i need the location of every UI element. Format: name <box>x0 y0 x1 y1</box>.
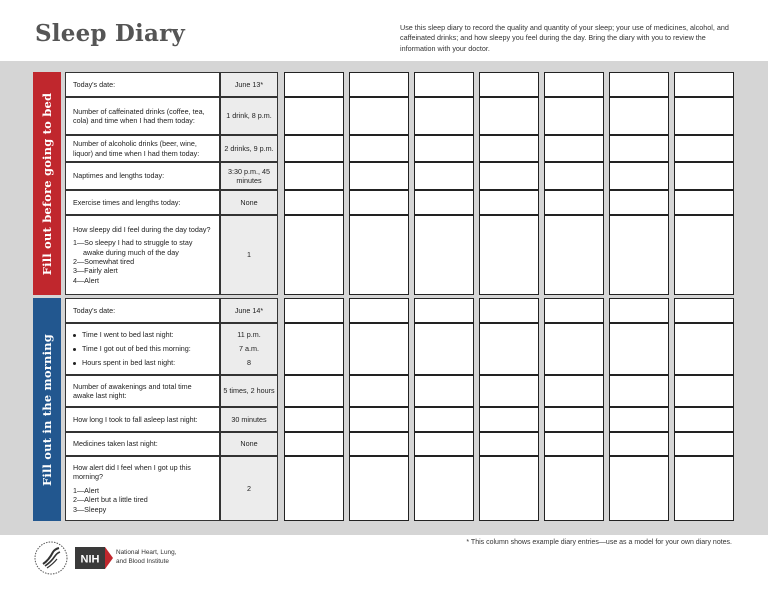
diary-entry-cell[interactable] <box>284 97 344 135</box>
nih-logo-icon <box>75 547 113 569</box>
row-label <box>65 215 220 295</box>
diary-entry-cell[interactable] <box>414 298 474 323</box>
scale-option: 4—Alert <box>73 275 99 285</box>
footnote: * This column shows example diary entries—use as a model for your own diary notes. <box>466 539 732 546</box>
diary-entry-cell[interactable] <box>609 456 669 521</box>
diary-entry-cell[interactable] <box>609 72 669 97</box>
row-label: Today's date: <box>65 298 220 323</box>
diary-entry-cell[interactable] <box>414 375 474 407</box>
nih-mark: NIH <box>80 553 100 566</box>
diary-entry-cell[interactable] <box>414 135 474 162</box>
diary-entry-cell[interactable] <box>544 323 604 375</box>
table-row <box>65 456 734 521</box>
diary-entry-cell[interactable] <box>479 190 539 215</box>
scale-option: 1—Alert <box>73 485 99 495</box>
row-label: Exercise times and lengths today: <box>65 190 220 215</box>
row-label <box>65 323 220 375</box>
diary-entry-cell[interactable] <box>609 375 669 407</box>
table-row <box>65 298 734 323</box>
diary-entry-cell[interactable] <box>674 72 734 97</box>
bed-diary-table <box>65 72 734 295</box>
diary-entry-cell[interactable] <box>414 162 474 190</box>
diary-entry-cell[interactable] <box>609 190 669 215</box>
scale-question: How sleepy did I feel during the day today? <box>73 224 211 234</box>
diary-entry-cell[interactable] <box>674 190 734 215</box>
example-entry: None <box>220 432 278 456</box>
diary-entry-cell[interactable] <box>674 456 734 521</box>
diary-entry-cell[interactable] <box>349 432 409 456</box>
diary-entry-cell[interactable] <box>674 97 734 135</box>
example-entry: 30 minutes <box>220 407 278 432</box>
section-label-bed: Fill out before going to bed <box>33 72 61 295</box>
diary-entry-cell[interactable] <box>414 407 474 432</box>
diary-entry-cell[interactable] <box>349 162 409 190</box>
diary-entry-cell[interactable] <box>349 135 409 162</box>
table-row <box>65 72 734 97</box>
scale-option: 2—Alert but a little tired <box>73 495 148 505</box>
institute-name: National Heart, Lung, and Blood Institute <box>116 549 177 565</box>
diary-entry-cell[interactable] <box>284 407 344 432</box>
bullet-item: Time I went to bed last night: <box>73 328 212 342</box>
diary-entry-cell[interactable] <box>544 375 604 407</box>
diary-entry-cell[interactable] <box>284 323 344 375</box>
example-entry: 3:30 p.m., 45 minutes <box>220 162 278 190</box>
diary-entry-cell[interactable] <box>349 215 409 295</box>
scale-option: 2—Somewhat tired <box>73 257 135 266</box>
page-title: Sleep Diary <box>35 20 185 47</box>
table-row <box>65 432 734 456</box>
example-entry: 5 times, 2 hours <box>220 375 278 407</box>
diary-entry-cell[interactable] <box>609 215 669 295</box>
diary-entry-cell[interactable] <box>349 190 409 215</box>
row-label: Number of caffeinated drinks (coffee, tea, cola) and time when I had them today: <box>65 97 220 135</box>
diary-entry-cell[interactable] <box>479 298 539 323</box>
diary-entry-cell[interactable] <box>349 375 409 407</box>
diary-entry-cell[interactable] <box>284 375 344 407</box>
section-label-morning: Fill out in the morning <box>33 298 61 521</box>
diary-entry-cell[interactable] <box>609 135 669 162</box>
diary-entry-cell[interactable] <box>284 298 344 323</box>
table-row <box>65 407 734 432</box>
example-entry: June 13* <box>220 72 278 97</box>
diary-entry-cell[interactable] <box>284 190 344 215</box>
diary-entry-cell[interactable] <box>479 135 539 162</box>
diary-entry-cell[interactable] <box>479 72 539 97</box>
diary-entry-cell[interactable] <box>349 407 409 432</box>
diary-entry-cell[interactable] <box>479 407 539 432</box>
row-label: Naptimes and lengths today: <box>65 162 220 190</box>
example-entry: 1 <box>220 215 278 295</box>
example-entry: 1 drink, 8 p.m. <box>220 97 278 135</box>
hhs-seal-icon <box>33 540 69 576</box>
diary-entry-cell[interactable] <box>284 215 344 295</box>
diary-entry-cell[interactable] <box>414 72 474 97</box>
table-row <box>65 375 734 407</box>
diary-entry-cell[interactable] <box>674 432 734 456</box>
diary-entry-cell[interactable] <box>479 375 539 407</box>
example-entry: 2 <box>220 456 278 521</box>
diary-entry-cell[interactable] <box>414 97 474 135</box>
row-label: Today's date: <box>65 72 220 97</box>
diary-entry-cell[interactable] <box>349 72 409 97</box>
diary-entry-cell[interactable] <box>544 97 604 135</box>
diary-entry-cell[interactable] <box>544 215 604 295</box>
diary-entry-cell[interactable] <box>479 97 539 135</box>
example-entry: None <box>220 190 278 215</box>
bullet-item: Hours spent in bed last night: <box>73 356 212 370</box>
scale-question: How alert did I feel when I got up this morning? <box>73 462 191 482</box>
diary-entry-cell[interactable] <box>674 162 734 190</box>
bullet-item: Time I got out of bed this morning: <box>73 342 212 356</box>
diary-entry-cell[interactable] <box>609 407 669 432</box>
intro-text: Use this sleep diary to record the quality and quantity of your sleep; your use of medicines, alcohol, and caffeinated drinks; and how sleepy you feel during the day. Bring the diary with you to review the information with your doctor. <box>400 23 729 53</box>
example-entry: 11 p.m. 7 a.m. 8 <box>220 323 278 375</box>
diary-entry-cell[interactable] <box>414 432 474 456</box>
diary-entry-cell[interactable] <box>544 407 604 432</box>
diary-entry-cell[interactable] <box>544 298 604 323</box>
diary-entry-cell[interactable] <box>544 162 604 190</box>
table-row <box>65 135 734 162</box>
table-row <box>65 190 734 215</box>
row-label: Number of alcoholic drinks (beer, wine, liquor) and time when I had them today: <box>65 135 220 162</box>
scale-option: awake during much of the day <box>83 247 179 257</box>
table-row <box>65 323 734 375</box>
diary-entry-cell[interactable] <box>284 162 344 190</box>
diary-entry-cell[interactable] <box>414 323 474 375</box>
table-row <box>65 215 734 295</box>
example-entry: June 14* <box>220 298 278 323</box>
diary-entry-cell[interactable] <box>479 432 539 456</box>
diary-entry-cell[interactable] <box>414 190 474 215</box>
diary-entry-cell[interactable] <box>609 323 669 375</box>
diary-entry-cell[interactable] <box>544 72 604 97</box>
diary-entry-cell[interactable] <box>479 323 539 375</box>
diary-entry-cell[interactable] <box>674 298 734 323</box>
scale-option: 3—Sleepy <box>73 504 107 514</box>
diary-entry-cell[interactable] <box>609 97 669 135</box>
diary-entry-cell[interactable] <box>414 456 474 521</box>
diary-entry-cell[interactable] <box>479 215 539 295</box>
diary-entry-cell[interactable] <box>544 190 604 215</box>
row-label <box>65 456 220 521</box>
diary-entry-cell[interactable] <box>544 432 604 456</box>
scale-option: 3—Fairly alert <box>73 266 118 276</box>
diary-entry-cell[interactable] <box>284 456 344 521</box>
diary-entry-cell[interactable] <box>349 97 409 135</box>
diary-entry-cell[interactable] <box>674 323 734 375</box>
scale-option: 1—So sleepy I had to struggle to stay <box>73 238 193 248</box>
diary-entry-cell[interactable] <box>349 323 409 375</box>
diary-entry-cell[interactable] <box>609 162 669 190</box>
morning-diary-table <box>65 298 734 521</box>
diary-entry-cell[interactable] <box>544 135 604 162</box>
diary-entry-cell[interactable] <box>414 215 474 295</box>
row-label: Number of awakenings and total time awake last night: <box>65 375 220 407</box>
diary-entry-cell[interactable] <box>674 135 734 162</box>
diary-entry-cell[interactable] <box>284 72 344 97</box>
diary-entry-cell[interactable] <box>284 432 344 456</box>
diary-entry-cell[interactable] <box>674 407 734 432</box>
example-entry: 2 drinks, 9 p.m. <box>220 135 278 162</box>
row-label: Medicines taken last night: <box>65 432 220 456</box>
diary-entry-cell[interactable] <box>284 135 344 162</box>
table-row <box>65 162 734 190</box>
diary-entry-cell[interactable] <box>544 456 604 521</box>
diary-entry-cell[interactable] <box>674 375 734 407</box>
diary-entry-cell[interactable] <box>609 298 669 323</box>
table-row <box>65 97 734 135</box>
diary-entry-cell[interactable] <box>609 432 669 456</box>
diary-entry-cell[interactable] <box>674 215 734 295</box>
diary-entry-cell[interactable] <box>349 298 409 323</box>
row-label: How long I took to fall asleep last night: <box>65 407 220 432</box>
diary-entry-cell[interactable] <box>349 456 409 521</box>
diary-entry-cell[interactable] <box>479 162 539 190</box>
diary-entry-cell[interactable] <box>479 456 539 521</box>
